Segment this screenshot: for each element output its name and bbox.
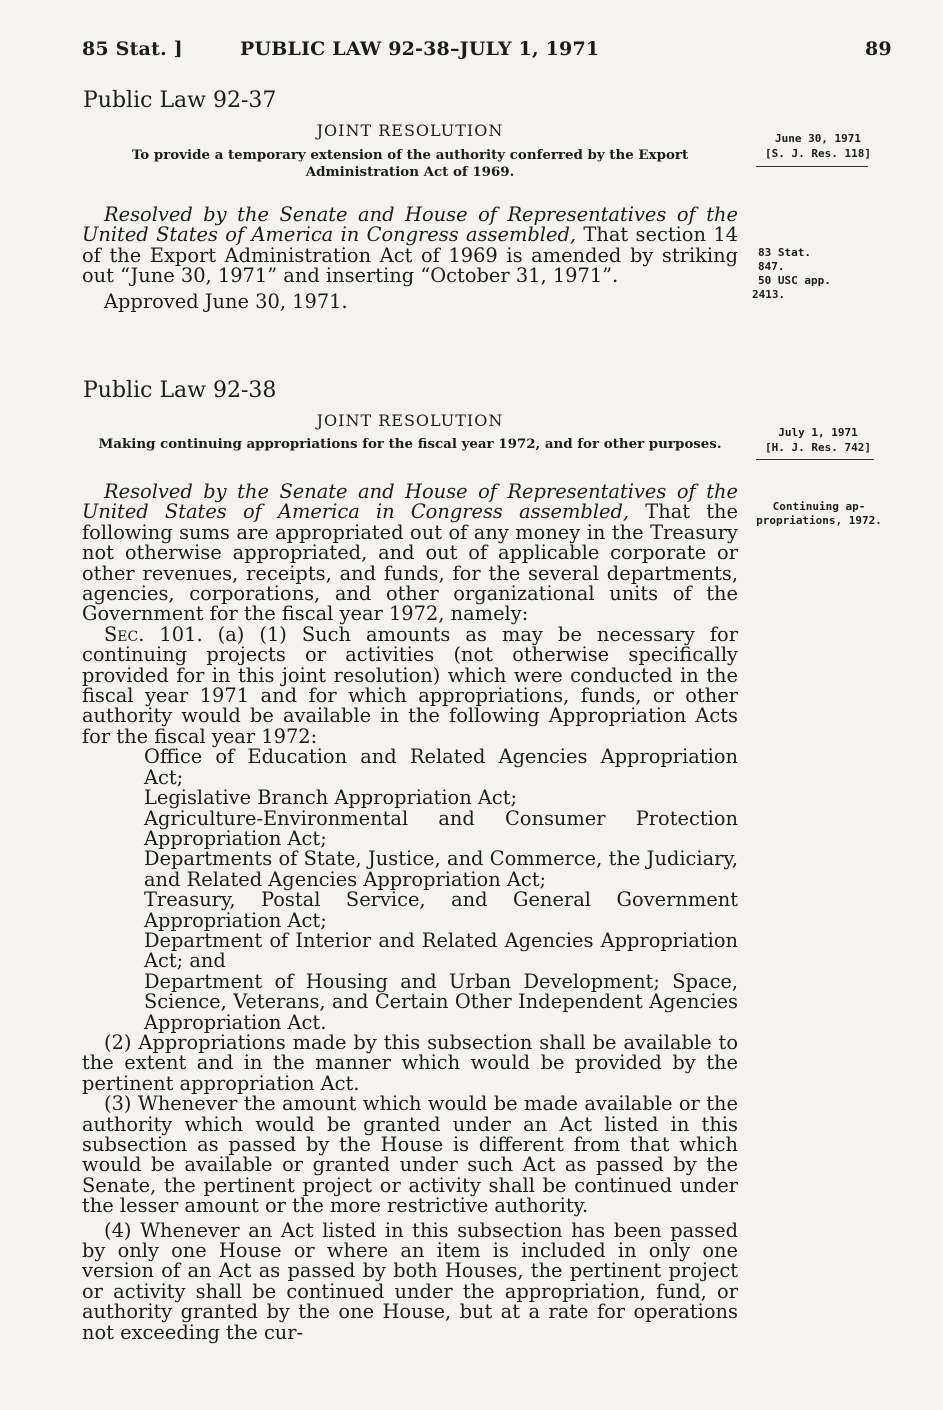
act-list-item: Department of Housing and Urban Development; Space, Science, Veterans, and Certain Other Independent Agencies Appropriation Act. bbox=[144, 969, 738, 1034]
citation-note-line-3: 2413. bbox=[752, 288, 786, 301]
law-92-37-title: Public Law 92-37 bbox=[83, 88, 277, 113]
law-92-37-purpose bbox=[82, 147, 738, 181]
running-head-title: PUBLIC LAW 92-38–JULY 1, 1971 bbox=[240, 38, 600, 60]
law-92-37-body bbox=[82, 205, 738, 287]
margin-rule bbox=[756, 166, 868, 167]
law-92-38-title: Public Law 92-38 bbox=[83, 378, 277, 403]
law-92-38-bill-note: [H. J. Res. 742] bbox=[765, 441, 871, 454]
act-list-item: Treasury, Postal Service, and General Government Appropriation Act; bbox=[144, 888, 738, 932]
law-92-38-date-note: July 1, 1971 bbox=[778, 426, 858, 439]
running-head-volume: 85 Stat. ] bbox=[82, 38, 183, 60]
enacting-clause-2: Resolved by the Senate and House of Representatives of the United States of America in Congress assembled, bbox=[82, 480, 738, 524]
law-92-37-text: That section 14 of the Export Administration Act of 1969 is amended by striking out “June 30, 1971” and inserting “October 31, 1971”. bbox=[82, 223, 738, 288]
citation-note-line-1: 83 Stat. 847. bbox=[758, 246, 811, 273]
law-92-37-purpose-line-1: To provide a temporary extension of the authority conferred by the Export bbox=[131, 147, 689, 163]
paragraph-2: (2) Appropriations made by this subsection shall be available to the extent and in the manner which would be provided by the pertinent appropriation Act. bbox=[82, 1030, 738, 1095]
section-label: Sec. bbox=[104, 622, 145, 646]
law-92-37-heading: JOINT RESOLUTION bbox=[316, 121, 504, 140]
citation-note-line-2: 50 USC app. bbox=[758, 274, 831, 287]
citation-note bbox=[752, 246, 838, 302]
law-92-37-purpose-line-2: Administration Act of 1969. bbox=[305, 164, 515, 180]
law-92-38-intro bbox=[82, 482, 738, 625]
section-101 bbox=[82, 622, 738, 748]
law-92-38-heading: JOINT RESOLUTION bbox=[316, 411, 504, 430]
paragraph-4: (4) Whenever an Act listed in this subsection has been passed by only one House or where an item is included in only one version of an Act as passed by both Houses, the pertinent project or activity shall be continued under the appropriation, fund, or authority granted by the one House, but at a rate for operations not exceeding the cur- bbox=[82, 1218, 738, 1344]
act-list-item: Department of Interior and Related Agencies Appropriation Act; and bbox=[144, 928, 738, 973]
paragraph-3: (3) Whenever the amount which would be made available or the authority which would be granted under an Act listed in this subsection as passed by the House is different from that which would be available or granted under such Act as passed by the Senate, the pertinent project or activity shall be continued under the lesser amount or the more restrictive authority. bbox=[82, 1092, 738, 1218]
act-list-item: Office of Education and Related Agencies Appropriation Act; bbox=[144, 745, 738, 789]
law-92-38-body bbox=[82, 482, 738, 1343]
side-note bbox=[744, 500, 894, 528]
law-92-37-approved: Approved June 30, 1971. bbox=[104, 290, 348, 313]
section-101-text: 101. (a) (1) Such amounts as may be necessary for continuing projects or activities (not otherwise specifically provided for in this joint resolution) which were conducted in the fiscal year 1971 and for which appropriations, funds, or other authority would be available in the following Appropriation Acts for the fiscal year 1972: bbox=[82, 622, 738, 748]
side-note-line-2: propriations, 1972. bbox=[756, 514, 882, 527]
act-list-item: Agriculture-Environmental and Consumer Protection Appropriation Act; bbox=[144, 806, 738, 850]
law-92-37-date-note: June 30, 1971 bbox=[774, 132, 862, 145]
enacting-clause: Resolved by the Senate and House of Representatives of the United States of America in Congress assembled, bbox=[82, 203, 738, 247]
law-92-38-intro-text: That the following sums are appropriated out of any money in the Treasury not otherwise appropriated, and out of applicable corporate or other revenues, receipts, and funds, for the several departments, agencies, corporations, and other organizational units of the Government for the fiscal year 1972, namely: bbox=[82, 500, 738, 626]
law-92-37-bill-note: [S. J. Res. 118] bbox=[765, 147, 871, 160]
act-list-item: Legislative Branch Appropriation Act; bbox=[144, 786, 518, 810]
margin-rule-2 bbox=[756, 459, 874, 460]
act-list-item: Departments of State, Justice, and Commerce, the Judiciary, and Related Agencies Appropriation Act; bbox=[144, 847, 738, 891]
page-number: 89 bbox=[865, 38, 892, 60]
side-note-line-1: Continuing ap- bbox=[772, 500, 866, 513]
law-92-37-section bbox=[82, 205, 738, 287]
law-92-38-purpose: Making continuing appropriations for the fiscal year 1972, and for other purposes. bbox=[98, 436, 722, 452]
